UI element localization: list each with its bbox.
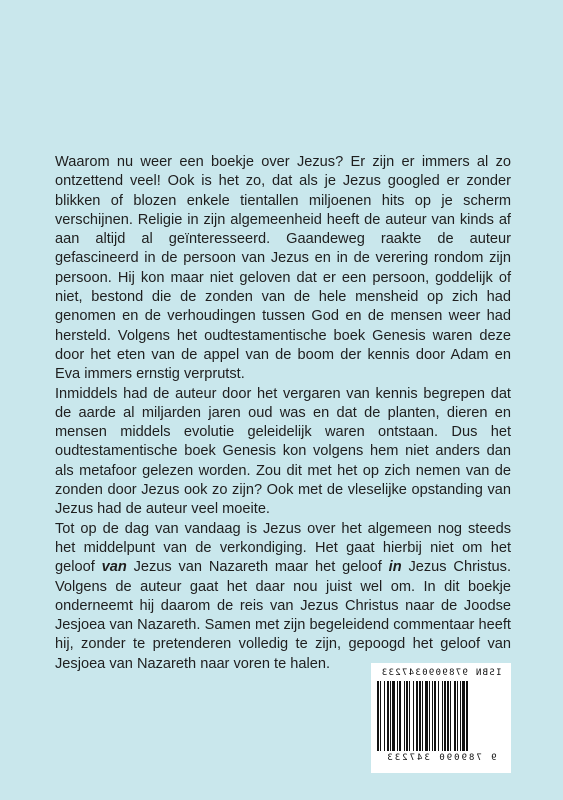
barcode-bar xyxy=(460,681,461,751)
barcode-bar xyxy=(422,681,423,751)
barcode-bar xyxy=(397,681,398,751)
blurb-paragraph-3 xyxy=(55,520,511,674)
barcode-bars xyxy=(377,681,505,751)
barcode-bar xyxy=(416,681,418,751)
barcode-bar xyxy=(384,681,385,751)
barcode-bar xyxy=(454,681,456,751)
blurb-paragraph-1: Waarom nu weer een boekje over Jezus? Er zijn er immers al zo ontzettend veel! Ook is het zo, dat als je Jezus googled er zonder blikken of blozen enkele tientallen miljoenen hits op je scherm verschijnen. Religie in zijn algemeenheid heeft de auteur van kinds af aan altijd al geïnteresseerd. Gaandeweg raakte de auteur gefascineerd in de persoon van Jezus en in de verering rondom zijn persoon. Hij kon maar niet geloven dat er een persoon, goddelijk of niet, bestond die de zonden van de hele mensheid op zich had genomen en de verhoudingen tussen God en de mensen weer had hersteld. Volgens het oudtestamentische boek Genesis waren deze door het eten van de appel van de boom der kennis door Adam en Eva immers ernstig verprutst. xyxy=(55,154,511,383)
barcode-bar xyxy=(434,681,436,751)
barcode-bar xyxy=(438,681,439,751)
barcode-digits: 9 789090 347233 xyxy=(385,753,497,763)
barcode-bar xyxy=(409,681,410,751)
barcode-bar xyxy=(380,681,381,751)
barcode-bar xyxy=(377,681,379,751)
barcode-bar xyxy=(404,681,405,751)
blurb-p3-emphasis-in: in xyxy=(388,559,402,576)
barcode-bar xyxy=(450,681,451,751)
barcode-bar xyxy=(387,681,389,751)
barcode-bar xyxy=(457,681,458,751)
isbn-label: ISBN 9789090347233 xyxy=(380,668,502,678)
barcode-bar xyxy=(429,681,430,751)
barcode-bar xyxy=(406,681,408,751)
blurb-p3-emphasis-van: van xyxy=(101,559,127,576)
barcode-bar xyxy=(413,681,414,751)
barcode-bar xyxy=(392,681,395,751)
barcode-bar xyxy=(462,681,465,751)
barcode-bar xyxy=(432,681,433,751)
barcode-bar xyxy=(425,681,428,751)
isbn-barcode xyxy=(371,663,511,773)
barcode-bar xyxy=(442,681,443,751)
barcode-bar xyxy=(444,681,446,751)
barcode-bar xyxy=(466,681,468,751)
barcode-bar xyxy=(390,681,391,751)
barcode-bar xyxy=(447,681,449,751)
blurb-paragraph-2: Inmiddels had de auteur door het vergaren van kennis begrepen dat de aarde al miljarden jaren oud was en dat de planten, dieren en mensen middels evolutie geleidelijk waren ontstaan. Dus het oudtestamentische boek Genesis kon volgens hem niet anders dan als metafoor gelezen worden. Zou dit met het op zich nemen van de zonden door Jezus ook zo zijn? Ook met de vleselijke opstanding van Jezus had de auteur veel moeite. xyxy=(55,385,511,518)
barcode-bar xyxy=(419,681,421,751)
blurb-p3-part-c: Jezus Christus. Volgens de auteur gaat het daar nou juist wel om. In dit boekje onderneemt hij daarom de reis van Jezus Christus naar de Joodse Jesjoea van Nazareth. Samen met zijn begeleidend commentaar heeft hij, zonder te pretenderen volledig te zijn, gepoogd het geloof van Jesjoea van Nazareth naar voren te halen. xyxy=(55,559,511,672)
barcode-bar xyxy=(399,681,401,751)
blurb-p3-part-b: Jezus van Nazareth maar het geloof xyxy=(126,559,389,576)
blurb-p3-part-a: Tot op de dag van vandaag is Jezus over het algemeen nog steeds het middelpunt van de verkondiging. Het gaat hierbij niet om het geloof xyxy=(55,520,511,576)
back-cover-blurb xyxy=(55,153,511,674)
